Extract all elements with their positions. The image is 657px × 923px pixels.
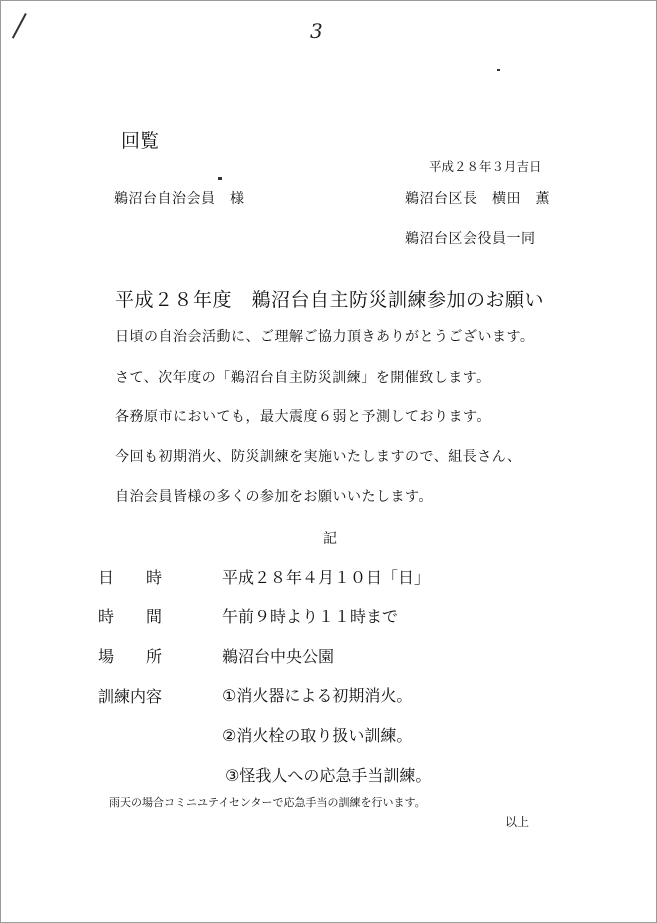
time-value: 午前９時より１１時まで [222, 607, 399, 626]
place-label: 場 所 [98, 647, 163, 666]
recipient: 鵜沼台自治会員 様 [114, 191, 245, 207]
training-item: ③怪我人への応急手当訓練。 [225, 766, 432, 785]
body-line-3: 各務原市においても，最大震度６弱と予測しております。 [115, 409, 491, 425]
time-label: 時 間 [98, 607, 163, 626]
ki-mark: 記 [323, 531, 338, 547]
body-line-4: 今回も初期消火、防災訓練を実施いたしますので、組長さん、 [115, 449, 522, 465]
body-line-5: 自治会員皆様の多くの参加をお願いいたします。 [115, 489, 433, 505]
training-label: 訓練内容 [98, 687, 163, 706]
document-heading: 平成２８年度 鵜沼台自主防災訓練参加のお願い [115, 289, 545, 311]
body-line-1: 日頃の自治会活動に、ご理解ご協力頂きありがとうございます。 [115, 329, 535, 345]
sender-line-1: 鵜沼台区長 横田 薫 [405, 191, 550, 207]
scan-speck [497, 69, 500, 71]
date-label: 日 時 [98, 568, 163, 587]
kairan-label: 回覧 [121, 130, 160, 152]
scan-speck [218, 177, 222, 180]
rain-note: 雨天の場合コミニユテイセンターで応急手当の訓練を行います。 [109, 796, 426, 809]
sender-line-2: 鵜沼台区会役員一同 [405, 231, 536, 247]
date-value: 平成２８年４月１０日「日」 [222, 568, 431, 587]
training-item: ②消火栓の取り扱い訓練。 [222, 726, 413, 745]
training-item: ①消火器による初期消火。 [222, 686, 413, 705]
issue-date: 平成２８年３月吉日 [429, 159, 542, 174]
body-line-2: さて、次年度の「鵜沼台自主防災訓練」を開催致します。 [115, 370, 491, 386]
closing-mark: 以上 [505, 815, 530, 829]
page-number: 3 [310, 19, 323, 43]
handwritten-slash-mark [12, 13, 27, 39]
place-value: 鵜沼台中央公園 [222, 647, 335, 666]
